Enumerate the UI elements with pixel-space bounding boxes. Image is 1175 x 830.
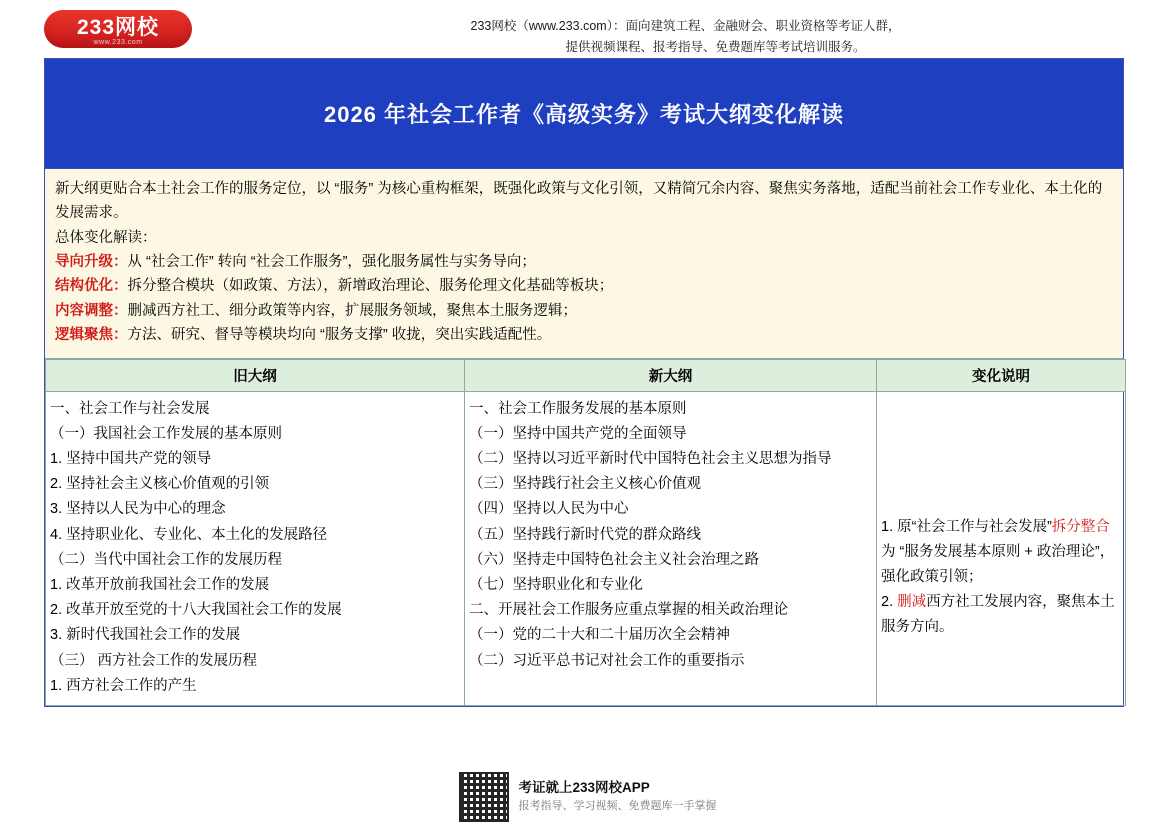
footer-subtitle: 报考指导、学习视频、免费题库一手掌握 bbox=[518, 800, 717, 813]
intro-item-3-text: 方法、研究、督导等模块均向 “服务支撑” 收拢，突出实践适配性。 bbox=[127, 327, 552, 344]
intro-item-0-label: 导向升级： bbox=[55, 254, 128, 271]
table-header-row bbox=[46, 359, 1126, 391]
logo-text: 233网校 bbox=[76, 16, 160, 39]
cell-old-outline bbox=[46, 391, 465, 706]
intro-item-0-text: 从 “社会工作” 转向 “社会工作服务”，强化服务属性与实务导向； bbox=[127, 254, 536, 271]
intro-item-1-label: 结构优化： bbox=[55, 278, 128, 295]
old-outline-line-3: 2. 坚持社会主义核心价值观的引领 bbox=[50, 476, 270, 493]
old-outline-line-11: 1. 西方社会工作的产生 bbox=[50, 677, 197, 694]
new-outline-line-6: （六）坚持走中国特色社会主义社会治理之路 bbox=[469, 551, 759, 568]
intro-section bbox=[45, 169, 1123, 359]
change-note-item-2-prefix: 2. bbox=[881, 594, 898, 611]
new-outline-line-9: （一）党的二十大和二十届历次全会精神 bbox=[469, 627, 730, 644]
change-note-item-2 bbox=[881, 590, 1121, 640]
change-note-spacer bbox=[881, 397, 1121, 515]
page-header bbox=[0, 0, 1175, 58]
change-note-item-2-suffix: 西方社工发展内容，聚焦本土服务方向。 bbox=[881, 594, 1115, 636]
comparison-table bbox=[45, 359, 1126, 707]
new-outline-line-0: 一、社会工作服务发展的基本原则 bbox=[469, 400, 687, 417]
column-header-new-outline: 新大纲 bbox=[465, 359, 877, 391]
header-tagline-line2: 提供视频课程、报考指导、免费题库等考试培训服务。 bbox=[565, 39, 866, 54]
intro-item-2-label: 内容调整： bbox=[55, 302, 128, 319]
change-note-item-1-prefix: 1. 原“社会工作与社会发展” bbox=[881, 518, 1052, 535]
footer-inner bbox=[459, 772, 717, 822]
old-outline-line-2: 1. 坚持中国共产党的领导 bbox=[50, 450, 212, 467]
new-outline-line-7: （七）坚持职业化和专业化 bbox=[469, 577, 643, 594]
intro-item-2 bbox=[55, 299, 1113, 323]
intro-item-3 bbox=[55, 323, 1113, 347]
column-header-change-note: 变化说明 bbox=[877, 359, 1126, 391]
old-outline-line-10: （三） 西方社会工作的发展历程 bbox=[50, 652, 258, 669]
page-title: 2026 年社会工作者《高级实务》考试大纲变化解读 bbox=[45, 59, 1123, 169]
old-outline-line-8: 2. 改革开放至党的十八大我国社会工作的发展 bbox=[50, 602, 342, 619]
table-row bbox=[46, 391, 1126, 706]
new-outline-line-10: （二）习近平总书记对社会工作的重要指示 bbox=[469, 652, 745, 669]
cell-change-note bbox=[877, 391, 1126, 706]
page-footer bbox=[0, 772, 1175, 822]
new-outline-line-1: （一）坚持中国共产党的全面领导 bbox=[469, 425, 687, 442]
intro-paragraph-2: 总体变化解读： bbox=[55, 229, 157, 246]
old-outline-line-9: 3. 新时代我国社会工作的发展 bbox=[50, 627, 241, 644]
intro-item-2-text: 删减西方社工、细分政策等内容，扩展服务领域，聚焦本土服务逻辑； bbox=[127, 302, 577, 319]
logo-subtext: www.233.com bbox=[93, 39, 143, 46]
change-note-item-1-highlight: 拆分整合 bbox=[1051, 518, 1110, 535]
header-tagline-line1: 233网校（www.233.com）：面向建筑工程、金融财会、职业资格等考证人群， bbox=[470, 19, 901, 33]
new-outline-line-5: （五）坚持践行新时代党的群众路线 bbox=[469, 526, 701, 543]
intro-item-0 bbox=[55, 250, 1113, 274]
change-note-item-1 bbox=[881, 515, 1121, 591]
qr-code-icon bbox=[459, 772, 509, 822]
old-outline-line-7: 1. 改革开放前我国社会工作的发展 bbox=[50, 577, 270, 594]
intro-item-3-label: 逻辑聚焦： bbox=[55, 327, 128, 344]
intro-paragraph-1: 新大纲更贴合本土社会工作的服务定位，以 “服务” 为核心重构框架，既强化政策与文化引领，又精简冗余内容、聚焦实务落地，适配当前社会工作专业化、本土化的发展需求。 bbox=[55, 181, 1103, 222]
intro-item-1 bbox=[55, 274, 1113, 298]
document-frame bbox=[44, 58, 1124, 707]
site-logo bbox=[44, 10, 192, 48]
header-tagline bbox=[192, 10, 1151, 57]
cell-new-outline bbox=[465, 391, 877, 706]
old-outline-line-1: （一）我国社会工作发展的基本原则 bbox=[50, 425, 282, 442]
old-outline-line-0: 一、社会工作与社会发展 bbox=[50, 400, 210, 417]
change-note-item-2-highlight: 删减 bbox=[897, 594, 927, 611]
footer-text bbox=[519, 778, 717, 816]
new-outline-line-2: （二）坚持以习近平新时代中国特色社会主义思想为指导 bbox=[469, 450, 832, 467]
change-note-item-1-suffix: 为 “服务发展基本原则 + 政治理论”，强化政策引领； bbox=[881, 543, 1115, 585]
footer-title: 考证就上233网校APP bbox=[518, 780, 650, 796]
old-outline-line-4: 3. 坚持以人民为中心的理念 bbox=[50, 501, 226, 518]
old-outline-line-5: 4. 坚持职业化、专业化、本土化的发展路径 bbox=[50, 526, 328, 543]
new-outline-line-4: （四）坚持以人民为中心 bbox=[469, 501, 629, 518]
new-outline-line-3: （三）坚持践行社会主义核心价值观 bbox=[469, 476, 701, 493]
intro-item-1-text: 拆分整合模块（如政策、方法），新增政治理论、服务伦理文化基础等板块； bbox=[127, 278, 614, 295]
new-outline-line-8: 二、开展社会工作服务应重点掌握的相关政治理论 bbox=[469, 602, 788, 619]
column-header-old-outline: 旧大纲 bbox=[46, 359, 465, 391]
old-outline-line-6: （二）当代中国社会工作的发展历程 bbox=[50, 551, 282, 568]
